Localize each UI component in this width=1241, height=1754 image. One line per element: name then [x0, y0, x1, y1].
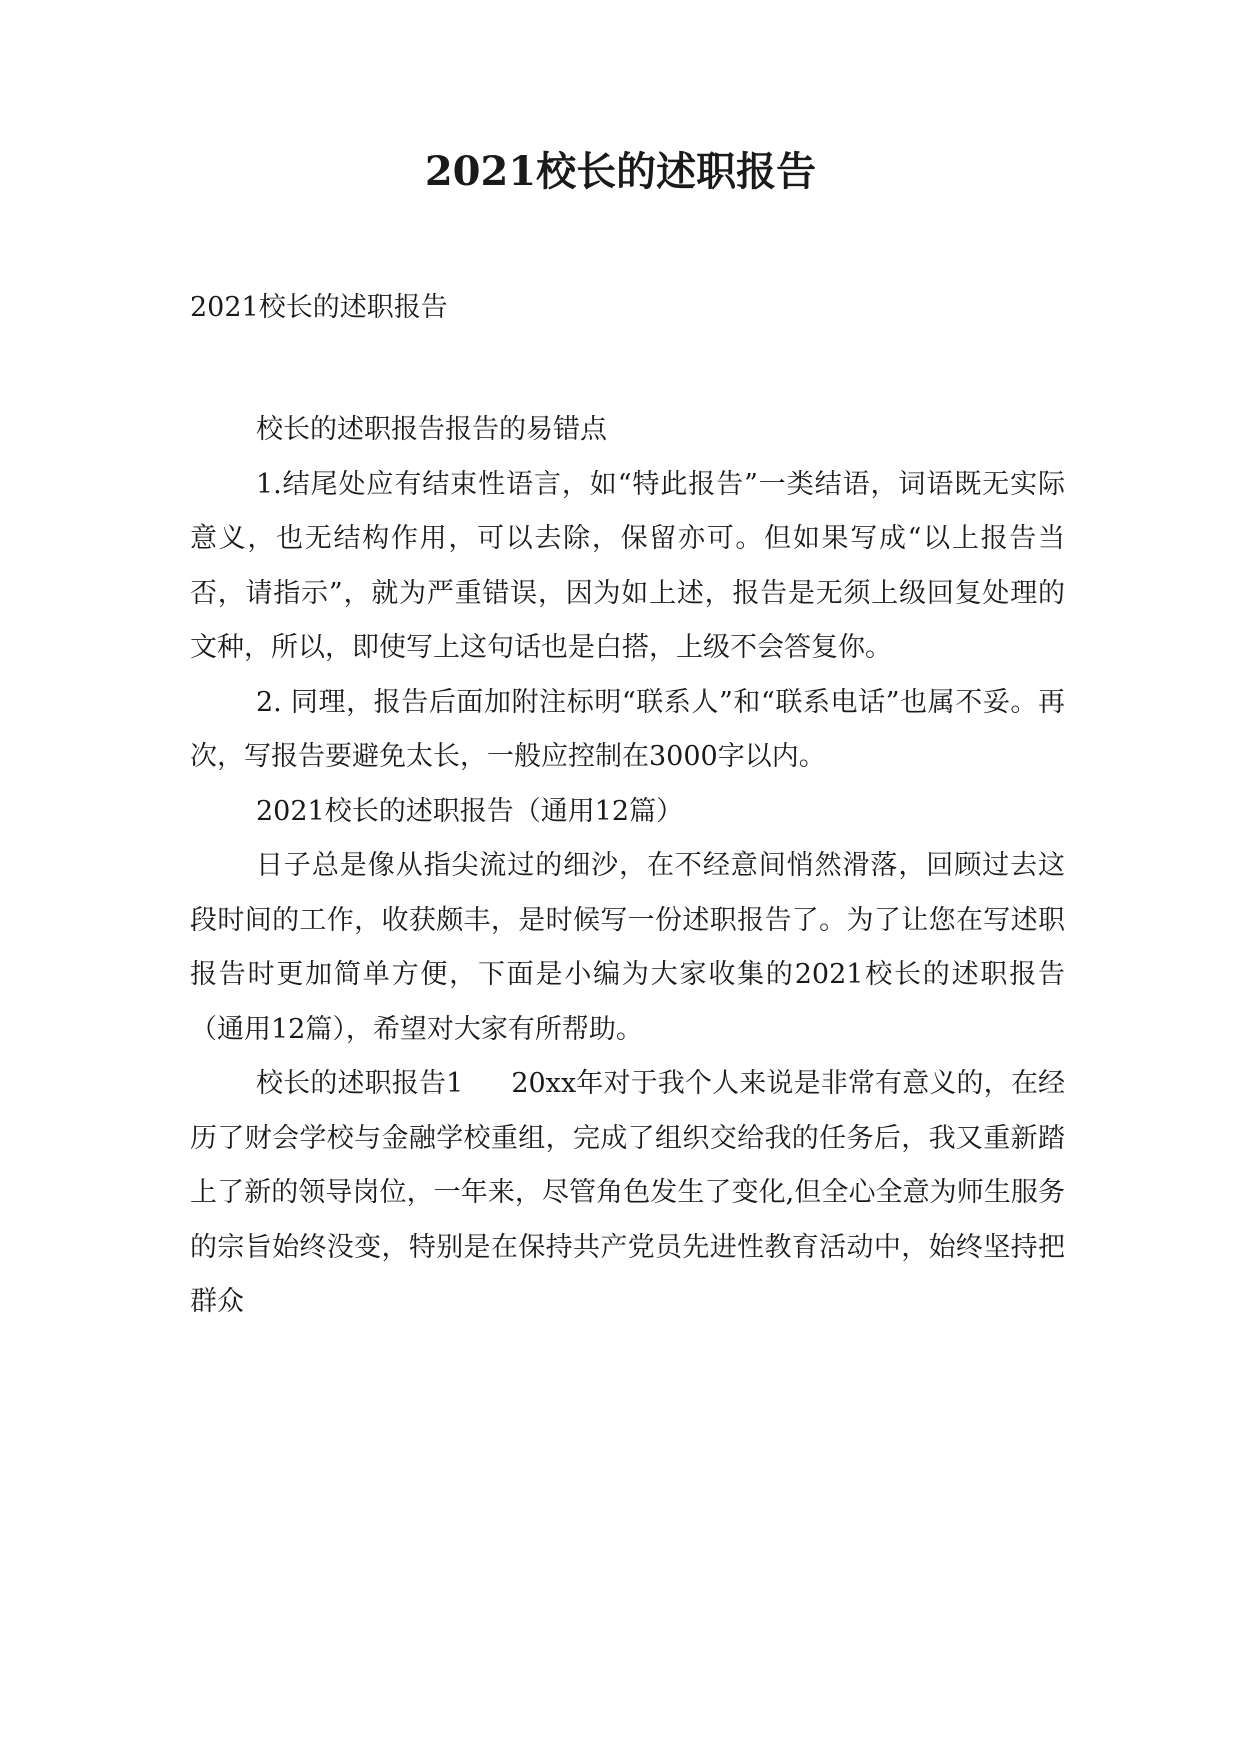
report-1-text: 20xx年对于我个人来说是非常有意义的，在经历了财会学校与金融学校重组，完成了组织交给我的任务后，我又重新踏上了新的领导岗位，一年来，尽管角色发生了变化,但全心全意为师生服务的宗旨始终没变，特别是在保持共产党员先进性教育活动中，始终坚持把群众 — [190, 1068, 1066, 1317]
paragraph-error-points-heading: 校长的述职报告报告的易错点 — [256, 414, 607, 445]
paragraph-point-2: 2. 同理，报告后面加附注标明“联系人”和“联系电话”也属不妥。再次，写报告要避免太长，一般应控制在3000字以内。 — [190, 686, 1065, 772]
report-1-heading: 校长的述职报告1 — [256, 1068, 464, 1099]
document-title: 2021校长的述职报告 — [424, 148, 817, 195]
paragraph-collection-title: 2021校长的述职报告（通用12篇） — [256, 795, 684, 827]
paragraph-report-1 — [190, 1057, 1065, 1330]
document-subtitle: 2021校长的述职报告 — [190, 292, 448, 323]
paragraph-point-1: 1.结尾处应有结束性语言，如“特此报告”一类结语，词语既无实际意义，也无结构作用，可以去除，保留亦可。但如果写成“以上报告当否，请指示”，就为严重错误，因为如上述，报告是无须上级回复处理的文种，所以，即使写上这句话也是白搭，上级不会答复你。 — [190, 468, 1065, 663]
document-body — [190, 403, 1065, 1330]
paragraph-introduction: 日子总是像从指尖流过的细沙，在不经意间悄然滑落，回顾过去这段时间的工作，收获颇丰，是时候写一份述职报告了。为了让您在写述职报告时更加简单方便，下面是小编为大家收集的2021校长的述职报告（通用12篇），希望对大家有所帮助。 — [190, 850, 1065, 1045]
